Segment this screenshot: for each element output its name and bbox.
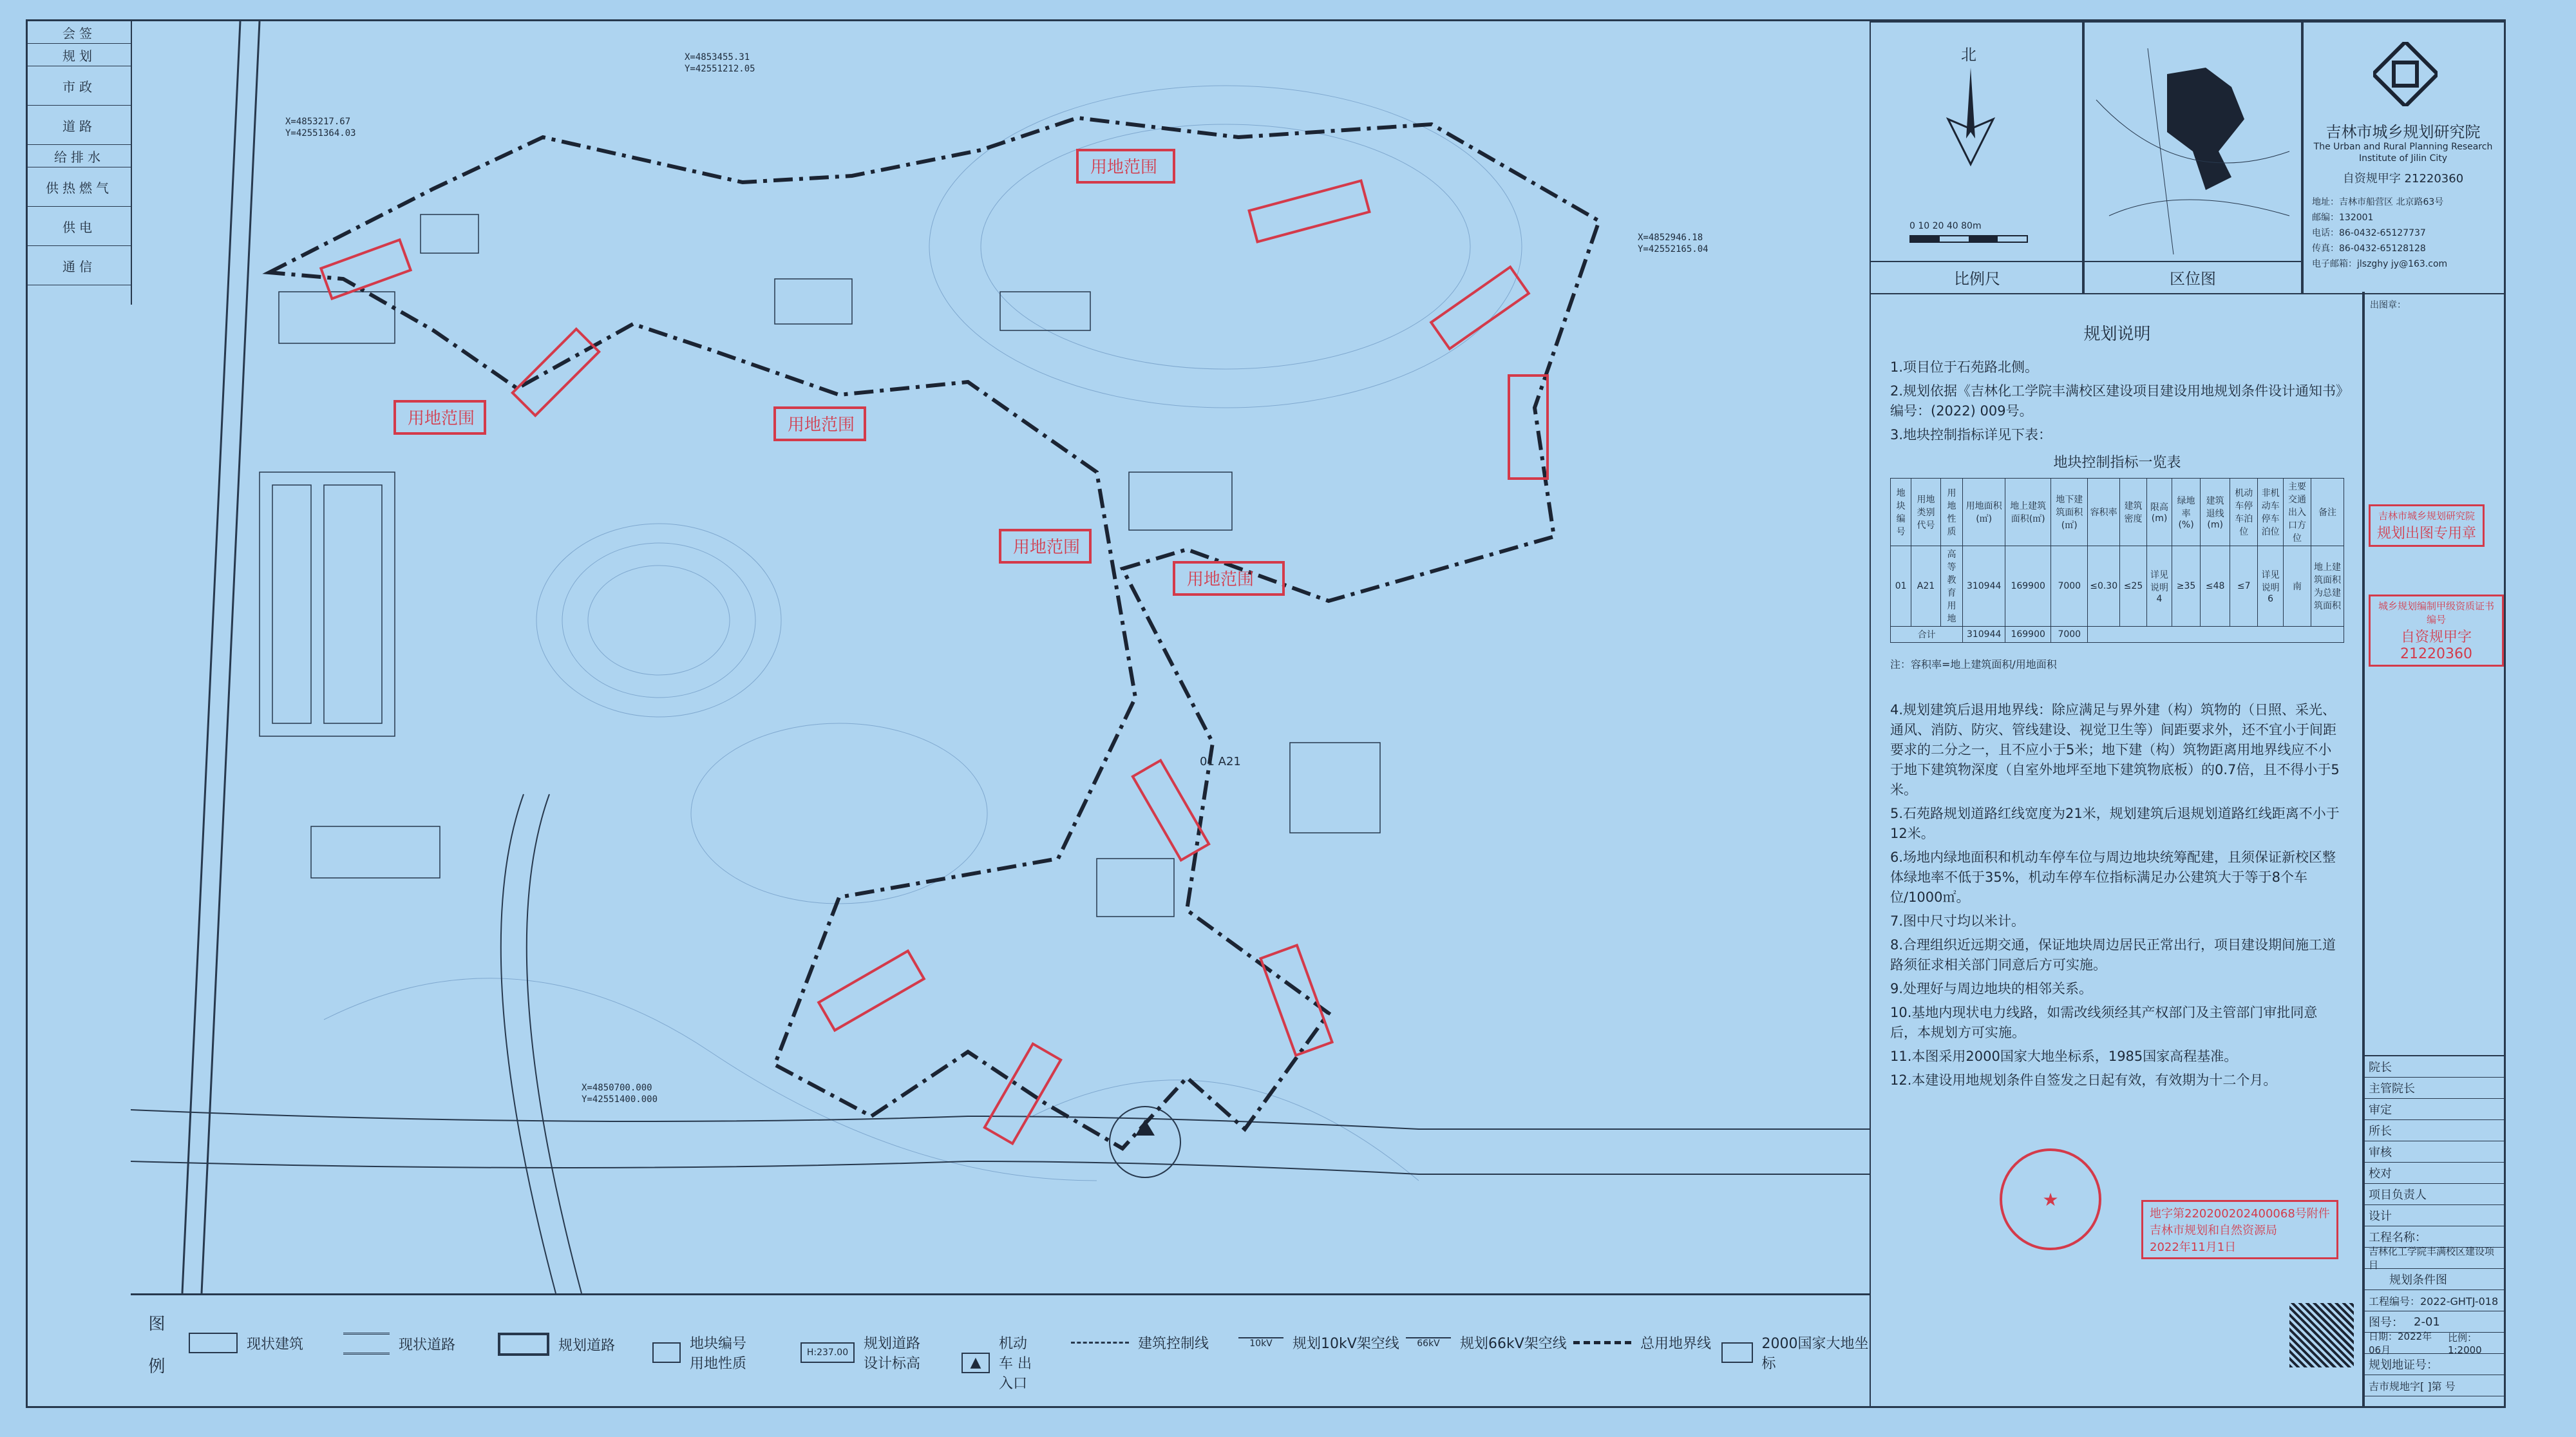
tb-row: 项目负责人 xyxy=(2363,1184,2504,1205)
plot-label: 01 A21 xyxy=(1200,755,1241,768)
institute-panel xyxy=(2301,21,2505,294)
legend-title: 图例 xyxy=(146,1315,165,1400)
table-row: 01 A21 高等教育用地 310944 169900 7000 ≤0.30 ≤25 详见说明4 ≥35 ≤48 ≤7 详见说明6 南 地上建筑面积为总建筑面积 xyxy=(1891,546,2344,627)
legend-item: 66kV 规划66kV架空线 xyxy=(1406,1333,1567,1353)
strip-row: 通信 xyxy=(28,246,131,285)
legend-item: 规划道路 xyxy=(498,1333,615,1356)
table-total-row: 合计 310944 169900 7000 xyxy=(1891,627,2344,643)
note-item: 3.地块控制指标详见下表： xyxy=(1890,427,2052,443)
road-symbol xyxy=(343,1333,390,1355)
strip-row: 供热燃气 xyxy=(28,167,131,207)
note-item: 9.处理好与周边地块的相邻关系。 xyxy=(1890,981,2093,996)
institute-fax: 传真：86-0432-65128128 xyxy=(2312,243,2426,254)
coord-text: Y=42551364.03 xyxy=(285,128,356,138)
institute-cert: 自资规甲字 21220360 xyxy=(2342,172,2464,186)
strip-row: 道路 xyxy=(28,106,131,145)
institute-name-en: Institute of Jilin City xyxy=(2358,153,2448,164)
legend-item: 建筑控制线 xyxy=(1071,1333,1209,1353)
tb-row: 图号： 2-01 xyxy=(2363,1311,2504,1333)
tb-row: 吉林化工学院丰满校区建设项目 xyxy=(2363,1248,2504,1269)
boundary-stamps xyxy=(321,150,1548,1143)
note-item: 10.基地内现状电力线路，如需改线须经其产权部门及主管部门审批同意后，本规划方可实施。 xyxy=(1890,1005,2318,1040)
institute-tel: 电话：86-0432-65127737 xyxy=(2312,228,2426,238)
note-item: 7.图中尺寸均以米计。 xyxy=(1890,913,2025,929)
institute-zip: 邮编：132001 xyxy=(2312,213,2374,223)
coordinate-labels xyxy=(285,52,1709,1105)
institute-name: 吉林市城乡规划研究院 xyxy=(2325,123,2481,141)
boundary-label: 用地范围 xyxy=(1187,570,1255,589)
cert-stamp: 城乡规划编制甲级资质证书编号 自资规甲字 21220360 xyxy=(2369,595,2504,667)
boundary-labels xyxy=(408,158,1254,589)
north-scale-panel xyxy=(1870,21,2085,294)
north-arrow-icon xyxy=(1935,68,2006,177)
indicator-table xyxy=(1890,478,2344,643)
location-map xyxy=(2083,23,2302,261)
boundary-label: 用地范围 xyxy=(1090,158,1158,177)
tb-row: 审核 xyxy=(2363,1141,2504,1163)
note-item: 11.本图采用2000国家大地坐标系，1985国家高程基准。 xyxy=(1890,1049,2238,1064)
existing-buildings xyxy=(260,214,1380,917)
table-note: 注：容积率=地上建筑面积/用地面积 xyxy=(1890,658,2057,671)
qr-code-icon xyxy=(2289,1303,2354,1367)
institute-email: 电子邮箱：jlszghy jy@163.com xyxy=(2312,259,2448,269)
institute-logo-icon xyxy=(2373,42,2438,106)
legend-item: 现状道路 xyxy=(343,1333,455,1355)
note-item: 6.场地内绿地面积和机动车停车位与周边地块统筹配建，且须保证新校区整体绿地率不低于35%，机动车停车位指标满足办公建筑大于等于8个车位/1000㎡。 xyxy=(1890,850,2336,905)
red-seal-icon: ★ xyxy=(2000,1148,2101,1250)
table-title: 地块控制指标一览表 xyxy=(2053,455,2181,471)
title-block xyxy=(2363,1055,2504,1396)
scale-ticks: 0 10 20 40 80m xyxy=(1909,221,1982,231)
kv66-symbol: 66kV xyxy=(1406,1337,1451,1349)
boundary-symbol xyxy=(1573,1341,1631,1344)
coord-text: X=4850700.000 xyxy=(582,1083,652,1093)
scale-caption: 比例尺 xyxy=(1871,261,2083,289)
legend xyxy=(131,1293,1870,1406)
strip-row: 给排水 xyxy=(28,145,131,167)
tb-row: 审定 xyxy=(2363,1099,2504,1120)
tb-row: 吉市规地字[ ]第 号 xyxy=(2363,1375,2504,1396)
coord-text: Y=42551400.000 xyxy=(582,1094,658,1105)
institute-addr: 地址：吉林市船营区 北京路63号 xyxy=(2312,197,2444,207)
title-column xyxy=(2362,292,2505,1407)
tb-row: 主管院长 xyxy=(2363,1078,2504,1099)
drawing-sheet xyxy=(26,19,2506,1408)
entrance-symbol: ▲ xyxy=(961,1353,990,1373)
right-panel xyxy=(1870,21,2504,1406)
building-symbol xyxy=(189,1333,238,1353)
table-header-row: 地块编号 用地类别代号 用地性质 用地面积(㎡) 地上建筑面积(㎡) 地下建筑面积(㎡) 容积率 建筑密度 限高(m) 绿地率(%) 建筑退线(m) 机动车停车泊位 非机动车停车泊位 主要交通出入口方位 备注 xyxy=(1891,479,2344,546)
legend-item: 现状建筑 xyxy=(189,1333,303,1353)
note-item: 12.本建设用地规划条件自签发之日起有效，有效期为十二个月。 xyxy=(1890,1072,2277,1088)
coord-text: Y=42551212.05 xyxy=(685,64,755,74)
coord-text: X=4853217.67 xyxy=(285,117,351,127)
legend-item: 总用地界线 xyxy=(1573,1333,1711,1353)
coord-text: X=4852946.18 xyxy=(1638,233,1703,243)
plot-symbol xyxy=(652,1342,681,1363)
tb-row: 日期：2022年06月 比例：1:2000 xyxy=(2363,1333,2504,1354)
strip-row: 供电 xyxy=(28,207,131,246)
tb-row: 院长 xyxy=(2363,1056,2504,1078)
note-item: 8.合理组织近远期交通，保证地块周边居民正常出行，项目建设期间施工道路须征求相关部门同意后方可实施。 xyxy=(1890,937,2336,973)
legend-item: 2000国家大地坐标 xyxy=(1721,1333,1870,1373)
planned-road-symbol xyxy=(498,1333,549,1356)
kv10-symbol: 10kV xyxy=(1238,1337,1283,1349)
coord-symbol xyxy=(1721,1342,1753,1363)
approval-stamp: 地字第220200202400068号附件 吉林市规划和自然资源局 2022年11月1日 xyxy=(2141,1200,2338,1259)
tb-row: 规划地证号： xyxy=(2363,1354,2504,1375)
coord-text: X=4853455.31 xyxy=(685,52,750,62)
north-label: 北 xyxy=(1961,46,1976,64)
boundary-label: 用地范围 xyxy=(1013,538,1081,557)
legend-item: 10kV 规划10kV架空线 xyxy=(1238,1333,1399,1353)
scale-bar xyxy=(1909,235,2028,243)
note-item: 1.项目位于石苑路北侧。 xyxy=(1890,359,2039,375)
control-line-symbol xyxy=(1071,1342,1129,1344)
strip-row: 市政 xyxy=(28,66,131,106)
tb-row: 规划条件图 xyxy=(2363,1269,2504,1290)
out-label: 出图章： xyxy=(2370,300,2406,310)
legend-item: ▲ 机动车 出入口 xyxy=(961,1333,1037,1393)
railway xyxy=(182,21,260,1293)
strip-row: 规划 xyxy=(28,44,131,66)
map-canvas xyxy=(131,21,1870,1293)
site-map xyxy=(131,21,1870,1293)
legend-item: 地块编号 用地性质 xyxy=(652,1333,761,1373)
legend-item: H:237.00 规划道路 设计标高 xyxy=(800,1333,934,1373)
elevation-symbol: H:237.00 xyxy=(800,1342,855,1363)
tb-row: 工程名称： xyxy=(2363,1226,2504,1248)
site-boundary-line xyxy=(269,118,1599,1148)
tb-row: 设计 xyxy=(2363,1205,2504,1226)
planning-notes xyxy=(1870,292,2365,1407)
note-item: 5.石苑路规划道路红线宽度为21米，规划建筑后退规划道路红线距离不小于12米。 xyxy=(1890,806,2340,841)
note-item: 2.规划依据《吉林化工学院丰满校区建设项目建设用地规划条件设计通知书》编号：(2022) 009号。 xyxy=(1890,383,2343,419)
coord-text: Y=42552165.04 xyxy=(1638,244,1709,254)
use-stamp: 吉林市城乡规划研究院 规划出图专用章 xyxy=(2369,504,2485,547)
tb-row: 校对 xyxy=(2363,1163,2504,1184)
boundary-label: 用地范围 xyxy=(408,409,475,428)
location-caption: 区位图 xyxy=(2083,261,2302,289)
vehicle-entrance-icon xyxy=(1135,1119,1155,1136)
note-item: 4.规划建筑后退用地界线：除应满足与界外建（构）筑物的（日照、采光、通风、消防、防灾、管线建设、视觉卫生等）间距要求外，还不宜小于间距要求的二分之一，且不应小于5米；地下建（构）筑物距离用地界线应不小于地下建筑物深度（自室外地坪至地下建筑物底板）的0.7倍，且不得小于5米。 xyxy=(1890,702,2340,797)
boundary-label: 用地范围 xyxy=(788,415,855,435)
signature-strip xyxy=(28,21,132,305)
notes-title: 规划说明 xyxy=(2083,325,2151,344)
location-panel xyxy=(2082,21,2304,294)
tb-row: 所长 xyxy=(2363,1120,2504,1141)
strip-row: 会签 xyxy=(28,21,131,44)
institute-name-en: The Urban and Rural Planning Research xyxy=(2313,142,2493,152)
tb-row: 工程编号：2022-GHTJ-018 xyxy=(2363,1290,2504,1311)
